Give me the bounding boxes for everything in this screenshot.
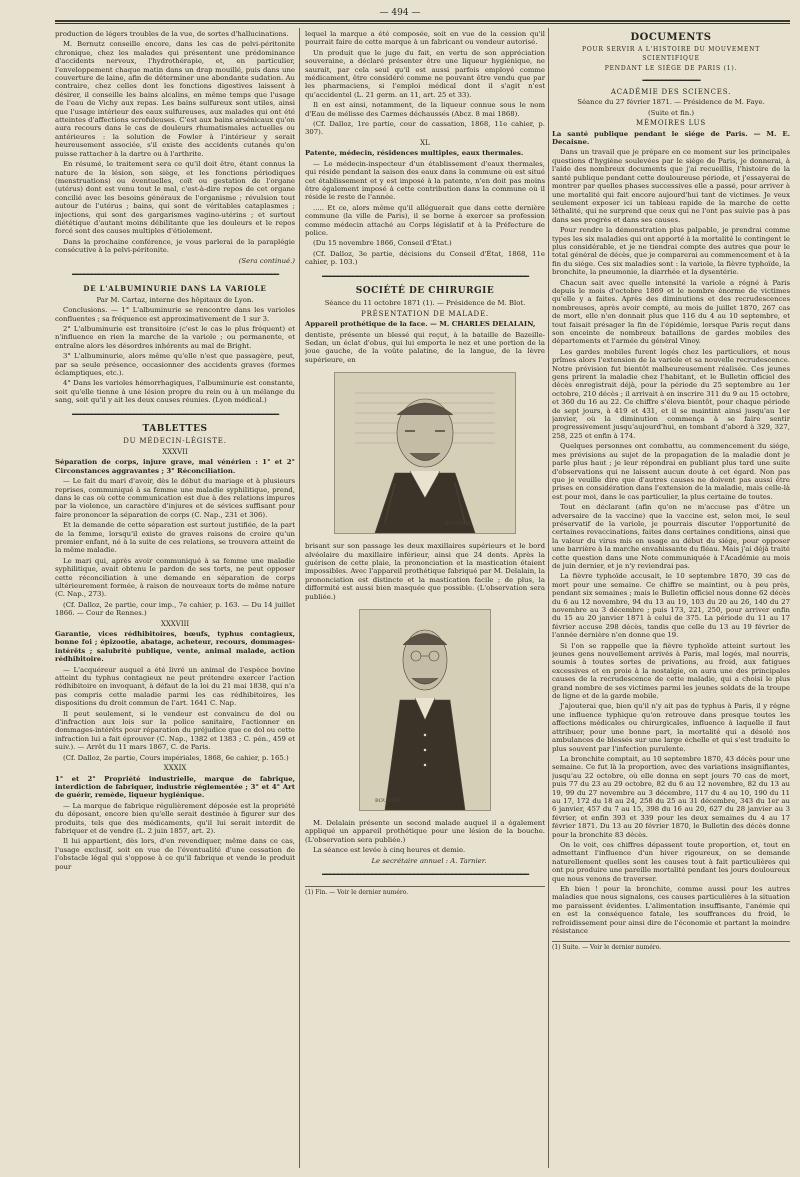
session-line: Séance du 11 octobre 1871 (1). — Présidence de M. Blot. (324, 299, 526, 308)
paragraph: Il peut seulement, si le vendeur est convaincu de dol ou d'infraction aux lois sur la police sanitaire, l'actionner en dommages-intérêts pour réparation du préjudice que ce dol ou cette infraction lui a fait éprouver (C. Nap., 1382 et 1383 ; C. pén., 459 et suiv.). — Arrêt du 11 mars 1867, C. de Paris. (55, 709, 295, 752)
entry-heading: La santé publique pendant le siége de Paris. — M. E. Decaisne. (552, 129, 790, 147)
section-subtitle: PRÉSENTATION DE MALADE. (361, 309, 489, 318)
section-subtitle: DU MÉDECIN-LÉGISTE. (123, 437, 227, 446)
ornament-rule: ━━━━━━━━━━━━━━━━━━━━━━━━━━━━━━━━━━━━━━━━━━━━━━━━━━━━━━ (321, 271, 529, 281)
paragraph: Quelques personnes ont combattu, au commencement du siége, mes prévisions au sujet de la propagation de la maladie dont je parle plus haut ; je leur répondrai en publiant plus tard une suite d'observations qui ne laissent aucun doute à cet égard. Non pas que je veuille dire que d'autres causes ne doivent pas aussi être prises en considération dans l'extension de la maladie, mais celle-là est pour moi, dans le cas particulier, la plus certaine de toutes. (552, 442, 790, 501)
paragraph: Conclusions. — 1° L'albuminurie se rencontre dans les varioles confluentes ; sa fréquence est approximativement de 1 sur 3. (55, 306, 295, 323)
article-author: Par M. Cartaz, interne des hôpitaux de Lyon. (96, 295, 254, 304)
paragraph: — L'acquéreur auquel a été livré un animal de l'espèce bovine atteint du typhus contagieux ne peut prétendre exercer l'action rédhibitoire en invoquant, à défaut de la loi du 21 mai 1838, qui n'a pas compris cette maladie parmi les cas rédhibitoires, les dispositions du droit commun de l'art. 1641 C. Nap. (55, 665, 295, 708)
paragraph: Le mari qui, après avoir communiqué à sa femme une maladie syphilitique, avait obtenu le pardon de ses torts, ne peut opposer cette réconciliation à une demande en séparation de corps ultérieurement formée, à raison de nouveaux torts de même nature (C. Nap., 273). (55, 556, 295, 599)
paragraph: ..... Et ce, alors même qu'il alléguerait que dans cette dernière commune (la ville de Paris), il se borne à exercer sa profession comme médecin attaché au Corps législatif et à la Préfecture de police. (305, 203, 545, 237)
paragraph: La séance est levée à cinq heures et demie. (313, 846, 466, 855)
paragraph: — Le fait du mari d'avoir, dès le début du mariage et à plusieurs reprises, communiqué à sa femme une maladie syphilitique, prend, dans le cas où cette communication est due à des relations impures par la violence, un caractère d'injures et de sévices suffisant pour faire prononcer la séparation de corps (C. Nap., 231 et 306). (55, 477, 295, 519)
ornament-rule: ━━━━━━━━━━━━━━━ (642, 75, 700, 85)
paragraph: Dans un travail que je prépare en ce moment sur les principales questions d'hygiène soulevées par le siége de Paris, je donnerai, à l'aide des nombreux documents que j'ai recueillis, l'histoire de la santé publique pendant cette douloureuse période, et j'essayerai de montrer par quelles phases successives elle a passé, pour arriver à une mortalité qui fait encore aujourd'hui tant de victimes. Je veux seulement exposer ici un tableau rapide de la marche de cette léthalité, qui ne surprend que ceux qui ne l'ont pas suivie pas à pas dans ses progrès et dans ses causes. (552, 148, 790, 224)
reference: (Cf. Dalloz, 2e partie, cour imp., 7e cahier, p. 163. — Du 14 juillet 1866. — Cour de Rennes.) (55, 600, 295, 618)
reference: (Cf. Dalloz, 2e partie, Cours impériales, 1868, 6e cahier, p. 165.) (63, 753, 289, 762)
paragraph: En résumé, le traitement sera ce qu'il doit être, étant connus la nature de la lésion, son siège, et les fonctions périodiques (menstruations) ou éventuelles, coït ou gestation de l'organe (utérus) dont est venu tout le mal, c'est-à-dire repos de cet organe concilié avec les besoins généraux de l'organisme ; révulsion tout autour de l'utérus ; bains, qui sont de véritables cataplasmes ; injections, qui sont des gargarismes vagino-utérins ; et surtout diététique d'autant moins débilitante que les douleurs et le repos forcé sont des causes multiples d'étiolement. (55, 160, 295, 236)
paragraph: Et la demande de cette séparation est surtout justifiée, de la part de la femme, lorsqu'il existe de graves raisons de croire qu'un premier enfant, né à la suite de ces relations, se trouvera atteint de la même maladie. (55, 521, 295, 555)
header-rule-thin (55, 23, 790, 24)
paragraph: La bronchite comptait, au 10 septembre 1870, 43 décès pour une semaine. Ce fut là la proportion, avec des variations insignifiantes, jusqu'au 22 octobre, où elle donna en sept jours 70 cas de mort, puis 77 du 23 au 29 octobre, 82 du 6 au 12 novembre, 82 du 13 au 19, 99 du 27 novembre au 3 décembre, 117 du 4 au 10, 190 du 11 au 17, 172 du 18 au 24, 258 du 25 au 31 décembre, 343 du 1er au 6 janvier, 457 du 7 au 15, 398 du 16 au 20, 627 du 28 janvier au 3 février, et enfin 393 et 339 pour les deux semaines du 4 au 17 février 1871. Du 13 au 20 février 1870, le Bulletin des décès donne pour la bronchite 83 décès. (552, 754, 790, 839)
column-divider (299, 28, 300, 1168)
engraver-signature: BOUDIER (445, 521, 471, 528)
paragraph: Un produit que le juge du fait, en vertu de son appréciation souveraine, a déclaré présenter être une liqueur hygiénique, ne saurait, par cela seul qu'il est aussi parfois employé comme médicament, être considéré comme ne pouvant être vendu que par les pharmaciens, si l'emploi médical dont il s'agit n'est qu'accidentel (L. 21 germ. an 11, art. 25 et 33). (305, 48, 545, 99)
section-subtitle: POUR SERVIR A L'HISTOIRE DU MOUVEMENT SCIENTIFIQUE (581, 46, 761, 62)
header-rule (55, 20, 790, 22)
entry-heading: Garantie, vices rédhibitoires, bœufs, typhus contagieux, bonne foi ; épizootie, abatage, acheteur, recours, dommages-intérêts ; salubrité publique, vente, animal malade, action rédhibitoire. (55, 630, 295, 664)
paragraph: M. Bernutz conseille encore, dans les cas de pelvi-péritonite chronique, chez les malades qui présentent une prédominance d'accidents nerveux, l'hydrothérapie, et, en particulier, l'enveloppement chaque matin dans un drap mouillé, puis dans une couverture de laine, afin de déterminer une abondante sudation. Au contraire, chez celles dont les fonctions digestives laissent à désirer, il conseille les bains alcalins, en même temps que l'usage de l'eau de Vichy aux repas. Les bains sulfureux sont utiles, ainsi que l'usage intérieur des eaux sulfureuses, aux malades qui ont été atteintes d'affections scrofuleuses. C'est aux bains arsénicaux qu'on aura recours dans le cas de douleurs rhumatismales actuelles ou antérieures : la solution de Fowler à l'intérieur y serait heureusement associée, s'il existe des accidents cutanés qu'on puisse rattacher à la dartre ou à l'arthrite. (55, 40, 295, 158)
continuation-note: (Sera continué.) (238, 256, 295, 265)
entry-heading: 1° et 2° Propriété industrielle, marque de fabrique, interdiction de fabriquer, industrie réglementée ; 3° et 4° Art de guérir, remède, liqueur hygiénique. (55, 774, 295, 800)
column-divider (548, 28, 549, 1168)
ornament-rule: ━━━━━━━━━━━━━━━━━━━━━━━━━━━━━━━━━━━━━━━━━━━━━━━━━━━━━━ (71, 269, 279, 279)
paragraph: dentiste, présente un blessé qui reçut, à la bataille de Bazeille-Sedan, un éclat d'obus, qui lui emporta le nez et une portion de la joue gauche, de la voûte palatine, de la langue, de la lèvre supérieure, en (305, 330, 545, 364)
paragraph: 3° L'albuminurie, alors même qu'elle n'est que passagère, peut, par sa seule présence, occasionner des accidents graves (formes éclamptiques, etc.). (55, 352, 295, 378)
paragraph: production de légers troubles de la vue, de sortes d'hallucinations. (55, 30, 289, 38)
paragraph: Tout en déclarant (afin qu'on ne m'accuse pas d'être un adversaire de la vaccine) que la vaccine est, selon moi, le seul préservatif de la variole, je pourrais discuter l'opportunité de certaines revaccinations, faites dans certaines conditions, ainsi que la valeur du virus mis en usage au début du siége, pour opposer une barrière à la marche envahissante du fléau. Mais j'ai déjà traité cette question dans une Note communiquée à l'Académie au mois de juin dernier, et je n'y reviendrai pas. (552, 503, 790, 570)
paragraph: Dans la prochaine conférence, je vous parlerai de la paraplégie consécutive à la pelvi-péritonite. (55, 237, 295, 255)
entry-heading: Appareil prothétique de la face. — M. CHARLES DELALAIN, (305, 320, 536, 329)
section-number: XL (420, 138, 430, 147)
paragraph: Chacun sait avec quelle intensité la variole a régné à Paris depuis le mois d'octobre 1869 et le nombre énorme de victimes qu'elle y a faites. Après des diminutions et des recrudescences nombreuses, après avoir compté, au mois de juillet 1870, 267 cas de mort, elle n'en donnait plus que 116 du 4 au 10 septembre, et tout faisait présager la fin de l'épidémie, lorsque Paris reçut dans son enceinte de nombreux bataillons de gardes mobiles des départements et l'armée du général Vinoy. (552, 278, 790, 346)
page-number: — 494 — (379, 8, 421, 18)
section-title: SOCIÉTÉ DE CHIRURGIE (355, 285, 495, 296)
paragraph: Pour rendre la démonstration plus palpable, je prendrai comme types les six maladies qui ont apporté à la mortalité le contingent le plus considérable, et je ne tiendrai compte des autres que pour le total général de décès, que je comparerai au commencement et à la fin du siége. Ces six maladies sont : la variole, la fièvre typhoïde, la bronchite, la pneumonie, la diarrhée et la dysentérie. (552, 226, 790, 277)
paragraph: Si l'on se rappelle que la fièvre typhoïde atteint surtout les jeunes gens nouvellement arrivés à Paris, mal logés, mal nourris, soumis à toutes sortes de privations, au froid, aux fatigues excessives et en proie à la nostalgie, on aura une des principales causes de la recrudescence de cette maladie, qui a choisi le plus grand nombre de ses victimes parmi les jeunes soldats de la troupe de ligne et de la garde mobile. (552, 641, 790, 701)
paragraph: On le voit, ces chiffres dépassent toute proportion, et, tout en admettant l'influence d'un hiver rigoureux, on se demande naturellement quelles sont les causes tout à fait particulières qui ont pu produire une pareille mortalité pendant les jours douloureux que nous venons de traverser. (552, 840, 790, 883)
paragraph: La fièvre typhoïde accusait, le 10 septembre 1870, 39 cas de mort pour une semaine. Ce chiffre se maintint, ou à peu près, pendant six semaines ; mais le Bulletin officiel nous donne 62 décès du 6 au 12 novembre, 94 du 13 au 19, 103 du 20 au 26, 140 du 27 novembre au 3 décembre ; puis 173, 221, 250, pour arriver enfin du 15 au 20 janvier 1871 à celui de 375. La période du 11 au 17 février accuse 298 décès, tandis que celle du 13 au 19 février de l'année dernière n'en donne que 19. (552, 572, 790, 640)
paragraph: brisant sur son passage les deux maxillaires supérieurs et le bord alvéolaire du maxillaire inférieur, ainsi que 24 dents. Après la guérison de cette plaie, la prononciation et la mastication étaient impossibles. Avec l'appareil prothétique fabriqué par M. Delalain, la prononciation est distincte et la mastication facile ; de plus, la difformité est aussi bien masquée que possible. (L'observation sera publiée.) (305, 542, 545, 601)
paragraph: Il lui appartient, dès lors, d'en revendiquer, même dans ce cas, l'usage exclusif, soit en vue de l'éventualité d'une cessation de l'obstacle légal qui s'oppose à ce qu'il fabrique et vende le produit pour (55, 837, 295, 871)
reference: (Cf. Dalloz, 1re partie, cour de cassation, 1868, 11e cahier, p. 307). (305, 120, 545, 137)
session-line: Séance du 27 février 1871. — Présidence de M. Faye. (577, 98, 765, 107)
ornament-rule: ━━━━━━━━━━━━━━━━━━━━━━━━━━━━━━━━━━━━━━━━━━━━━━━━━━━━━━ (71, 409, 279, 419)
paragraph: 4° Dans les varioles hémorrhagiques, l'albuminurie est constante, soit qu'elle tienne à une lésion propre du rein ou à un mélange du sang, soit qu'il y ait les deux causes réunies. (Lyon médical.) (55, 379, 295, 405)
column-3 (552, 30, 790, 1170)
section-number: XXXVII (162, 447, 188, 456)
ornament-rule: ━━━━━━━━━━━━━━━━━━━━━━━━━━━━━━━━━━━━━━━━━━━━━━━━━━━━━━ (321, 870, 529, 880)
engraving-patient-2 (359, 609, 491, 811)
paragraph: Les gardes mobiles furent logés chez les particuliers, et nous prîmes alors l'extension de la variole et sa nouvelle recrudescence. Notre prévision fut bientôt malheureusement réalisée. Ces jeunes gens prirent la maladie chez l'habitant, et le Bulletin officiel des décès enregistrait déjà, pour la période du 25 septembre au 1er octobre, 210 décès ; il arrivait à en inscrire 311 du 9 au 15 octobre, et 360 du 16 au 22. Ce chiffre s'éleva bientôt, pour chaque période de sept jours, à 419 et 431, et il se maintint ainsi jusqu'au 1er janvier, où la diminution commença à se faire sentir progressivement jusqu'aujourd'hui, en tombant d'abord à 329, 327, 258, 225 et enfin à 174. (552, 347, 790, 440)
column-2 (305, 30, 545, 1170)
paragraph: M. Delalain présente un second malade auquel il a également appliqué un appareil prothétique pour une lésion de la bouche. (L'observation sera publiée.) (305, 819, 545, 844)
entry-heading: Séparation de corps, injure grave, mal vénérien : 1° et 2° Circonstances aggravantes ; 3° Réconciliation. (55, 458, 295, 475)
continuation-note: (Suite et fin.) (647, 108, 695, 117)
paragraph: lequel la marque a été composée, soit en vue de la cession qu'il pourrait faire de cette marque à un fabricant ou vendeur autorisé. (305, 30, 545, 47)
paragraph: 2° L'albuminurie est transitoire (c'est le cas le plus fréquent) et n'influence en rien la marche de la variole ; ou permanente, et entraîne alors les désordres inhérents au mal de Bright. (55, 325, 295, 350)
section-number: XXXIX (163, 764, 187, 773)
secretary-signature: Le secrétaire annuel : A. Tarnier. (371, 856, 487, 865)
academy-title: ACADÉMIE DES SCIENCES. (610, 88, 732, 97)
article-title: DE L'ALBUMINURIE DANS LA VARIOLE (83, 284, 267, 294)
paragraph: Eh bien ! pour la bronchite, comme aussi pour les autres maladies que nous signalons, ces causes particulières à la situation me paraissent évidentes. L'alimentation insuffisante, l'anémie qui en est la conséquence fatale, les souffrances du froid, le refroidissement pour ainsi dire de l'économie et partant la moindre résistance (552, 885, 790, 936)
engraving-patient-1 (334, 372, 516, 534)
column-1 (55, 30, 295, 1170)
date-note: (Du 15 novembre 1866, Conseil d'État.) (313, 239, 452, 248)
section-title: TABLETTES (142, 424, 208, 435)
section-subtitle: PENDANT LE SIÉGE DE PARIS (1). (604, 65, 738, 73)
section-subtitle: MÉMOIRES LUS (636, 119, 706, 128)
reference: (Cf. Dalloz, 3e partie, décisions du Conseil d'État, 1868, 11e cahier, p. 103.) (305, 249, 545, 267)
entry-heading: Patente, médecin, résidences multiples, eaux thermales. (305, 149, 524, 158)
section-title: DOCUMENTS (630, 32, 712, 43)
paragraph: Il en est ainsi, notamment, de la liqueur connue sous le nom d'Eau de mélisse des Carmes déchaussés (Abcz. 8 mai 1868). (305, 101, 545, 118)
paragraph: — La marque de fabrique régulièrement déposée est la propriété du déposant, encore bien qu'elle serait destinée à figurer sur des produits, tels que des médicaments, qu'il lui serait interdit de fabriquer et de vendre (L. 2 juin 1857, art. 2). (55, 801, 295, 835)
section-number: XXXVIII (160, 619, 190, 628)
engraver-signature: BOUDIER (375, 798, 401, 805)
footnote: (1) Suite. — Voir le dernier numéro. (552, 941, 790, 952)
paragraph: — Le médecin-inspecteur d'un établissement d'eaux thermales, qui réside pendant la saison des eaux dans la commune où est situé cet établissement et y est imposé à la patente, n'en doit pas moins être également imposé à cette contribution dans la commune où il réside le reste de l'année. (305, 159, 545, 202)
paragraph: J'ajouterai que, bien qu'il n'y ait pas de typhus à Paris, il y régne une influence typhique qu'on retrouve dans presque toutes les affections médicales ou chirurgicales, influence à laquelle il faut attribuer, pour une bonne part, la mortalité qui a désolé nos ambulances de blessés sur une large échelle et qui s'est traduite le plus souvent par l'infection purulente. (552, 702, 790, 753)
footnote: (1) Fin. — Voir le dernier numéro. (305, 886, 545, 897)
